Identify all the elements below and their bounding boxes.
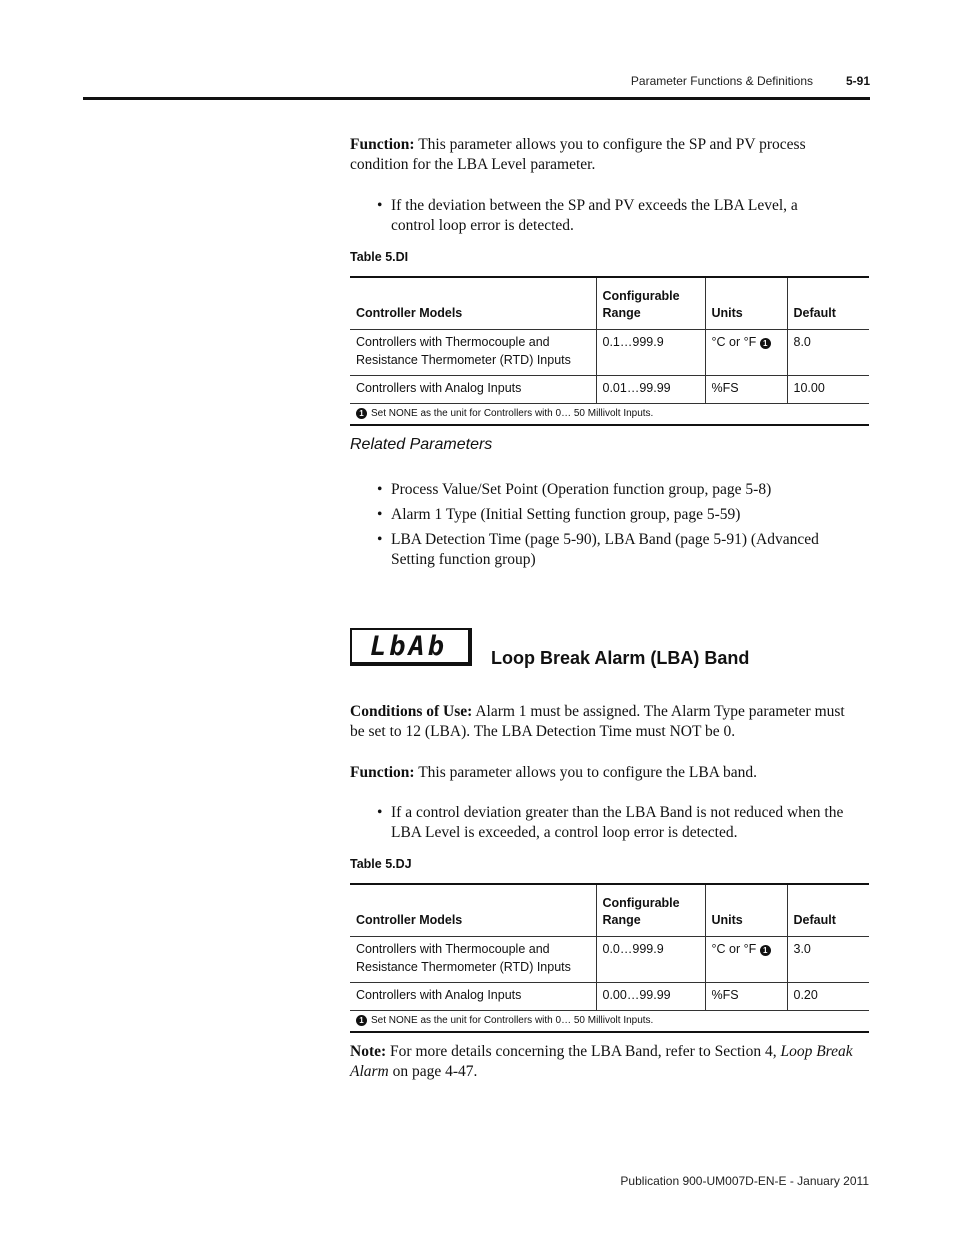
related-bullet bbox=[377, 480, 851, 500]
table-footnote bbox=[350, 404, 869, 426]
header-rule bbox=[83, 97, 870, 100]
conditions-paragraph bbox=[350, 702, 860, 742]
display-code: LbAb bbox=[370, 631, 448, 662]
bullet-dot: • bbox=[377, 197, 383, 214]
table-cell: 10.00 bbox=[787, 376, 869, 404]
bullet-item bbox=[377, 196, 841, 236]
note-reference: Loop Break Alarm bbox=[350, 1043, 853, 1080]
table-cell bbox=[705, 330, 787, 376]
function-label: Function: bbox=[350, 764, 415, 781]
table-cell: Controllers with Thermocouple and Resistance Thermometer (RTD) Inputs bbox=[350, 330, 596, 376]
table-cell: Controllers with Analog Inputs bbox=[350, 983, 596, 1011]
conditions-label: Conditions of Use: bbox=[350, 703, 473, 720]
function-text: This parameter allows you to configure the LBA band. bbox=[414, 764, 757, 781]
bullet-text: If a control deviation greater than the LBA Band is not reduced when the LBA Level is exceeded, a control loop error is detected. bbox=[391, 804, 844, 841]
column-header: Default bbox=[787, 277, 869, 330]
table-cell: 0.01…99.99 bbox=[596, 376, 705, 404]
column-header: Configurable Range bbox=[596, 884, 705, 937]
table-cell: 0.1…999.9 bbox=[596, 330, 705, 376]
table-cell: 8.0 bbox=[787, 330, 869, 376]
column-header: Default bbox=[787, 884, 869, 937]
bullet-dot: • bbox=[377, 481, 383, 498]
column-header: Units bbox=[705, 277, 787, 330]
function-paragraph-lba-band bbox=[350, 763, 860, 783]
note-paragraph bbox=[350, 1042, 860, 1082]
bullet-dot: • bbox=[377, 804, 383, 821]
table-row bbox=[350, 983, 869, 1011]
bullet-dot: • bbox=[377, 531, 383, 548]
table-cell: 0.20 bbox=[787, 983, 869, 1011]
table-cell: 3.0 bbox=[787, 937, 869, 983]
footnote-marker-icon: 1 bbox=[760, 945, 771, 956]
related-parameters-heading: Related Parameters bbox=[350, 436, 493, 453]
table-cell: %FS bbox=[705, 376, 787, 404]
bullet-text: Process Value/Set Point (Operation function group, page 5-8) bbox=[391, 481, 772, 498]
related-bullet bbox=[377, 530, 851, 570]
footnote-text: Set NONE as the unit for Controllers with 0… 50 Millivolt Inputs. bbox=[371, 408, 654, 419]
footnote-marker-icon: 1 bbox=[356, 408, 367, 419]
function-text: This parameter allows you to configure the SP and PV process condition for the LBA Level parameter. bbox=[350, 136, 806, 173]
column-header: Controller Models bbox=[356, 913, 463, 927]
table-cell bbox=[705, 937, 787, 983]
note-label: Note: bbox=[350, 1043, 387, 1060]
related-bullet bbox=[377, 505, 851, 525]
units-text: °C or °F bbox=[711, 335, 757, 349]
table-5-di bbox=[350, 276, 869, 426]
conditions-text: Alarm 1 must be assigned. The Alarm Type parameter must be set to 12 (LBA). The LBA Detection Time must NOT be 0. bbox=[350, 703, 845, 740]
column-header: Configurable Range bbox=[596, 277, 705, 330]
bullet-text: LBA Detection Time (page 5-90), LBA Band (page 5-91) (Advanced Setting function group) bbox=[391, 531, 819, 568]
table-row bbox=[350, 937, 869, 983]
table-footnote bbox=[350, 1011, 869, 1033]
bullet-text: If the deviation between the SP and PV exceeds the LBA Level, a control loop error is detected. bbox=[391, 197, 798, 234]
footnote-text: Set NONE as the unit for Controllers with 0… 50 Millivolt Inputs. bbox=[371, 1015, 654, 1026]
bullet-text: Alarm 1 Type (Initial Setting function group, page 5-59) bbox=[391, 506, 741, 523]
column-header: Units bbox=[705, 884, 787, 937]
table-row bbox=[350, 330, 869, 376]
table-5-dj bbox=[350, 883, 869, 1033]
footnote-marker-icon: 1 bbox=[356, 1015, 367, 1026]
parameter-display-icon bbox=[350, 628, 472, 666]
running-header-title: Parameter Functions & Definitions bbox=[630, 74, 813, 88]
note-text-before: For more details concerning the LBA Band, refer to Section 4, bbox=[386, 1043, 781, 1060]
section-title: Loop Break Alarm (LBA) Band bbox=[491, 648, 750, 668]
table-cell: Controllers with Thermocouple and Resistance Thermometer (RTD) Inputs bbox=[350, 937, 596, 983]
table-cell: 0.0…999.9 bbox=[596, 937, 705, 983]
column-header: Controller Models bbox=[356, 306, 463, 320]
table-row bbox=[350, 376, 869, 404]
table-label: Table 5.DI bbox=[350, 250, 409, 264]
table-cell: 0.00…99.99 bbox=[596, 983, 705, 1011]
function-label: Function: bbox=[350, 136, 415, 153]
bullet-dot: • bbox=[377, 506, 383, 523]
table-cell: %FS bbox=[705, 983, 787, 1011]
footnote-marker-icon: 1 bbox=[760, 338, 771, 349]
bullet-item bbox=[377, 803, 861, 843]
note-text-after: on page 4-47. bbox=[388, 1063, 478, 1080]
units-text: °C or °F bbox=[711, 942, 757, 956]
table-label: Table 5.DJ bbox=[350, 857, 412, 871]
function-paragraph-lba-level bbox=[350, 135, 850, 175]
page-number: 5-91 bbox=[845, 74, 870, 88]
publication-footer: Publication 900-UM007D-EN-E - January 2011 bbox=[620, 1174, 869, 1188]
table-cell: Controllers with Analog Inputs bbox=[350, 376, 596, 404]
